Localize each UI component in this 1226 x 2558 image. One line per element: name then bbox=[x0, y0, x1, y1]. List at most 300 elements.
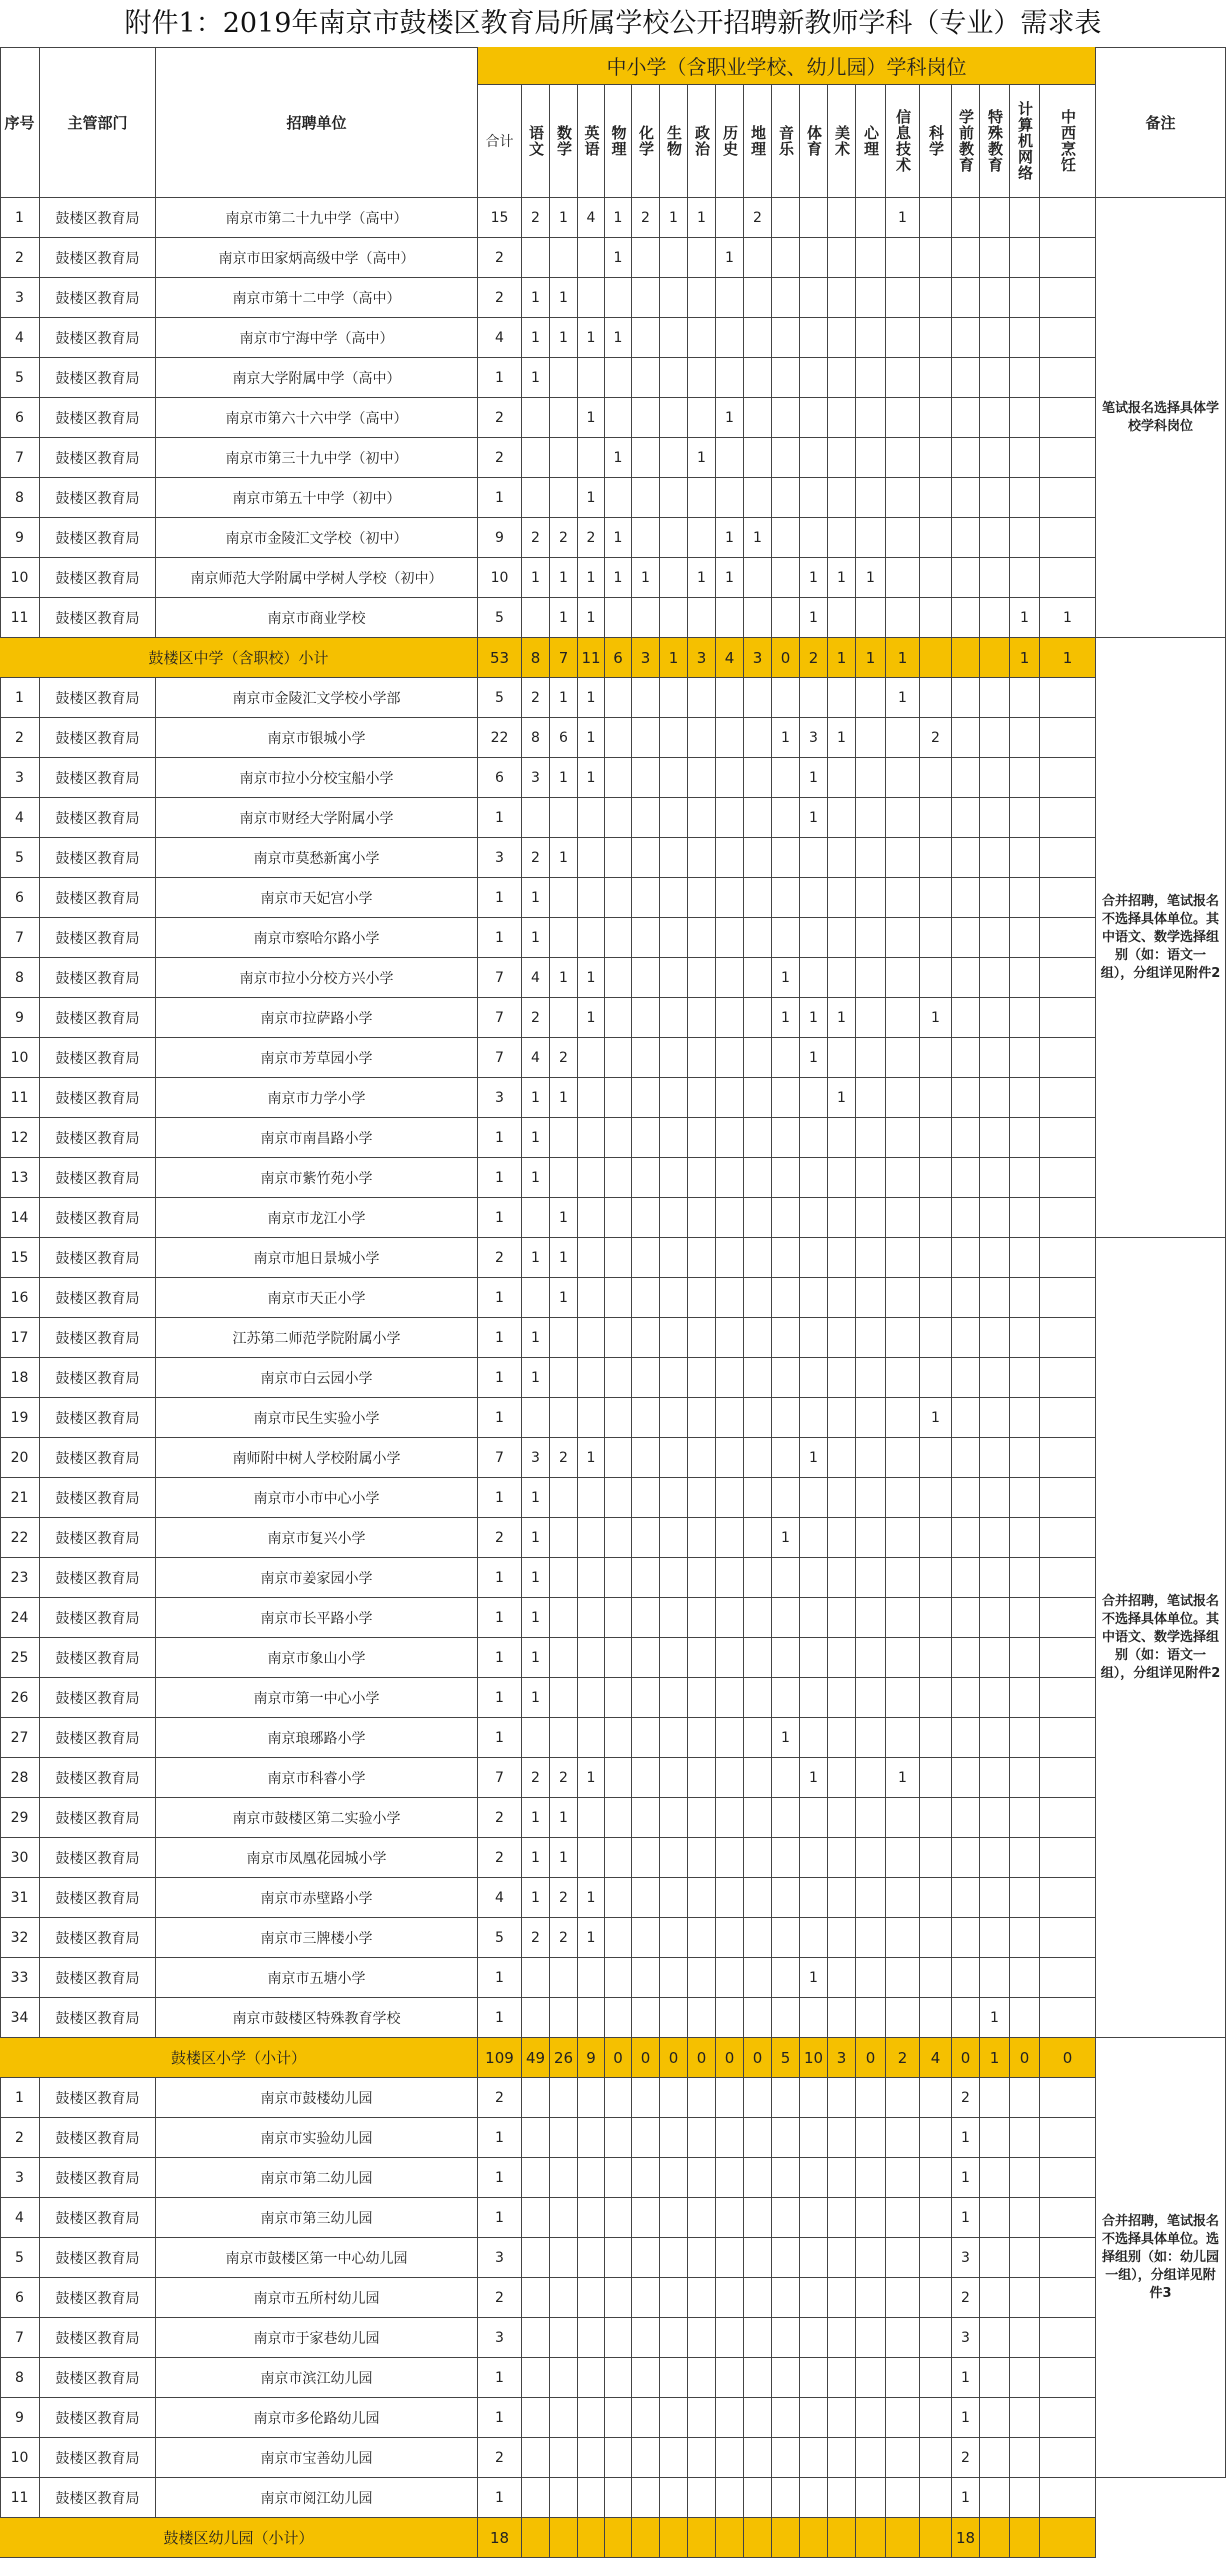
row-value bbox=[920, 918, 952, 958]
row-value bbox=[856, 838, 886, 878]
row-total: 4 bbox=[478, 1878, 522, 1918]
row-value bbox=[1040, 1518, 1096, 1558]
row-value bbox=[660, 958, 688, 998]
row-value bbox=[952, 1878, 980, 1918]
row-value bbox=[800, 1918, 828, 1958]
row-value bbox=[952, 1278, 980, 1318]
row-total: 1 bbox=[478, 2118, 522, 2158]
row-value bbox=[744, 838, 772, 878]
row-value bbox=[716, 1758, 744, 1798]
row-total: 1 bbox=[478, 358, 522, 398]
row-value bbox=[578, 1838, 605, 1878]
row-value bbox=[952, 558, 980, 598]
row-value bbox=[1010, 2158, 1040, 2198]
row-value bbox=[688, 1878, 716, 1918]
row-value bbox=[952, 318, 980, 358]
row-value bbox=[828, 1198, 856, 1238]
row-dept: 鼓楼区教育局 bbox=[40, 1478, 156, 1518]
row-value bbox=[856, 438, 886, 478]
row-value bbox=[886, 1518, 920, 1558]
row-value bbox=[1010, 278, 1040, 318]
row-dept: 鼓楼区教育局 bbox=[40, 1638, 156, 1678]
row-total: 3 bbox=[478, 1078, 522, 1118]
row-value: 2 bbox=[522, 838, 550, 878]
row-unit: 南京市民生实验小学 bbox=[156, 1398, 478, 1438]
row-value: 1 bbox=[800, 598, 828, 638]
row-value bbox=[688, 1958, 716, 1998]
row-value bbox=[886, 1198, 920, 1238]
subtotal-value: 6 bbox=[605, 638, 632, 678]
row-value bbox=[980, 2438, 1010, 2478]
row-value bbox=[856, 878, 886, 918]
row-value: 2 bbox=[550, 1038, 578, 1078]
row-value bbox=[522, 1398, 550, 1438]
row-value bbox=[660, 1718, 688, 1758]
header-subject-10: 音乐 bbox=[772, 85, 800, 198]
row-value bbox=[522, 2078, 550, 2118]
row-value bbox=[856, 2198, 886, 2238]
row-value bbox=[632, 798, 660, 838]
row-seq: 17 bbox=[0, 1318, 40, 1358]
row-value bbox=[688, 758, 716, 798]
row-value: 1 bbox=[716, 558, 744, 598]
row-total: 9 bbox=[478, 518, 522, 558]
row-value: 2 bbox=[522, 1918, 550, 1958]
row-value: 1 bbox=[886, 1758, 920, 1798]
row-value bbox=[886, 718, 920, 758]
row-value bbox=[980, 318, 1010, 358]
row-value: 1 bbox=[800, 1758, 828, 1798]
row-value: 1 bbox=[522, 558, 550, 598]
row-unit: 南京市第五十中学（初中） bbox=[156, 478, 478, 518]
row-value: 1 bbox=[522, 1518, 550, 1558]
row-value bbox=[1040, 958, 1096, 998]
row-value bbox=[578, 1078, 605, 1118]
header-subject-2: 数学 bbox=[550, 85, 578, 198]
row-value bbox=[772, 2078, 800, 2118]
row-value bbox=[772, 2438, 800, 2478]
row-value: 4 bbox=[522, 1038, 550, 1078]
row-value bbox=[800, 2478, 828, 2518]
row-value bbox=[660, 1958, 688, 1998]
row-value bbox=[1010, 2078, 1040, 2118]
subtotal-value: 0 bbox=[772, 638, 800, 678]
row-value bbox=[828, 598, 856, 638]
row-seq: 4 bbox=[0, 318, 40, 358]
row-value bbox=[800, 678, 828, 718]
row-value bbox=[688, 1718, 716, 1758]
row-value bbox=[660, 1638, 688, 1678]
row-value: 1 bbox=[550, 1238, 578, 1278]
row-value bbox=[920, 958, 952, 998]
row-value bbox=[952, 1918, 980, 1958]
row-value bbox=[1010, 678, 1040, 718]
row-value bbox=[952, 678, 980, 718]
row-value bbox=[1040, 1558, 1096, 1598]
row-value bbox=[952, 1598, 980, 1638]
row-value bbox=[688, 1998, 716, 2038]
row-value bbox=[1040, 318, 1096, 358]
header-subject-15: 科学 bbox=[920, 85, 952, 198]
header-subject-13: 心理 bbox=[856, 85, 886, 198]
row-value bbox=[1040, 2078, 1096, 2118]
row-value: 1 bbox=[952, 2158, 980, 2198]
row-seq: 3 bbox=[0, 278, 40, 318]
subtotal-value: 0 bbox=[632, 2038, 660, 2078]
header-subject-17: 特殊教育 bbox=[980, 85, 1010, 198]
row-unit: 南京市旭日景城小学 bbox=[156, 1238, 478, 1278]
row-value bbox=[886, 1958, 920, 1998]
row-value bbox=[800, 2078, 828, 2118]
row-value bbox=[605, 2118, 632, 2158]
row-value bbox=[980, 1038, 1010, 1078]
row-value: 1 bbox=[522, 278, 550, 318]
row-value bbox=[1040, 718, 1096, 758]
row-value bbox=[800, 478, 828, 518]
row-value bbox=[952, 1158, 980, 1198]
row-value bbox=[800, 2198, 828, 2238]
row-value bbox=[1040, 798, 1096, 838]
row-dept: 鼓楼区教育局 bbox=[40, 1518, 156, 1558]
row-value bbox=[744, 2198, 772, 2238]
row-value bbox=[800, 2318, 828, 2358]
row-value bbox=[688, 1798, 716, 1838]
row-value bbox=[744, 998, 772, 1038]
row-value: 1 bbox=[550, 958, 578, 998]
row-dept: 鼓楼区教育局 bbox=[40, 398, 156, 438]
row-value bbox=[688, 2358, 716, 2398]
subtotal-value bbox=[772, 2518, 800, 2558]
row-value: 3 bbox=[800, 718, 828, 758]
row-value bbox=[980, 918, 1010, 958]
row-value bbox=[1010, 878, 1040, 918]
row-value bbox=[856, 518, 886, 558]
subtotal-value bbox=[886, 2518, 920, 2558]
row-value bbox=[688, 1518, 716, 1558]
row-value bbox=[688, 998, 716, 1038]
row-value: 1 bbox=[522, 1878, 550, 1918]
row-value bbox=[716, 278, 744, 318]
row-value bbox=[578, 1478, 605, 1518]
row-dept: 鼓楼区教育局 bbox=[40, 1558, 156, 1598]
row-value bbox=[632, 2318, 660, 2358]
row-value bbox=[605, 278, 632, 318]
row-value bbox=[688, 838, 716, 878]
row-value bbox=[744, 758, 772, 798]
row-value bbox=[1010, 518, 1040, 558]
row-value bbox=[952, 1358, 980, 1398]
row-total: 1 bbox=[478, 1398, 522, 1438]
row-value bbox=[772, 1158, 800, 1198]
row-value bbox=[660, 1558, 688, 1598]
row-value bbox=[660, 2358, 688, 2398]
row-value bbox=[980, 2118, 1010, 2158]
row-value bbox=[800, 398, 828, 438]
row-value bbox=[772, 1038, 800, 1078]
row-value bbox=[744, 1878, 772, 1918]
row-value bbox=[772, 1078, 800, 1118]
row-value bbox=[952, 1078, 980, 1118]
row-value bbox=[980, 1678, 1010, 1718]
row-value bbox=[828, 2318, 856, 2358]
row-value bbox=[920, 1478, 952, 1518]
row-value bbox=[856, 1838, 886, 1878]
row-seq: 1 bbox=[0, 678, 40, 718]
row-value bbox=[578, 2078, 605, 2118]
row-value bbox=[632, 1478, 660, 1518]
row-value bbox=[886, 2118, 920, 2158]
row-value bbox=[856, 2318, 886, 2358]
row-value bbox=[886, 558, 920, 598]
subtotal-value: 11 bbox=[578, 638, 605, 678]
row-value bbox=[632, 838, 660, 878]
row-value bbox=[605, 478, 632, 518]
row-value bbox=[886, 1038, 920, 1078]
row-seq: 31 bbox=[0, 1878, 40, 1918]
row-value bbox=[1010, 998, 1040, 1038]
row-value bbox=[688, 798, 716, 838]
row-total: 2 bbox=[478, 1238, 522, 1278]
row-value bbox=[660, 358, 688, 398]
header-subject-5: 化学 bbox=[632, 85, 660, 198]
row-value bbox=[632, 1918, 660, 1958]
row-value: 1 bbox=[744, 518, 772, 558]
row-unit: 南京市银城小学 bbox=[156, 718, 478, 758]
row-dept: 鼓楼区教育局 bbox=[40, 1838, 156, 1878]
row-value bbox=[660, 1798, 688, 1838]
row-value bbox=[952, 718, 980, 758]
row-value bbox=[980, 1438, 1010, 1478]
subtotal-value: 2 bbox=[800, 638, 828, 678]
row-value bbox=[980, 398, 1010, 438]
row-value bbox=[716, 2118, 744, 2158]
row-value bbox=[856, 1558, 886, 1598]
row-value: 1 bbox=[605, 438, 632, 478]
row-value bbox=[856, 1718, 886, 1758]
row-total: 1 bbox=[478, 918, 522, 958]
row-value bbox=[800, 318, 828, 358]
row-value bbox=[800, 2118, 828, 2158]
row-value bbox=[1010, 2438, 1040, 2478]
row-seq: 9 bbox=[0, 998, 40, 1038]
row-value bbox=[800, 438, 828, 478]
row-value bbox=[632, 1078, 660, 1118]
row-value bbox=[688, 2278, 716, 2318]
row-value bbox=[605, 598, 632, 638]
row-value bbox=[744, 238, 772, 278]
row-value: 1 bbox=[522, 878, 550, 918]
row-value bbox=[605, 2278, 632, 2318]
subtotal-value bbox=[744, 2518, 772, 2558]
row-value bbox=[550, 2478, 578, 2518]
row-value bbox=[660, 798, 688, 838]
header-subject-6: 生物 bbox=[660, 85, 688, 198]
row-seq: 5 bbox=[0, 2238, 40, 2278]
row-dept: 鼓楼区教育局 bbox=[40, 598, 156, 638]
row-value bbox=[952, 878, 980, 918]
row-value bbox=[550, 1398, 578, 1438]
subtotal-value: 3 bbox=[632, 638, 660, 678]
row-value bbox=[605, 998, 632, 1038]
subtotal-value: 1 bbox=[886, 638, 920, 678]
row-value bbox=[716, 998, 744, 1038]
row-value bbox=[952, 358, 980, 398]
row-value bbox=[605, 2238, 632, 2278]
row-unit: 南京市察哈尔路小学 bbox=[156, 918, 478, 958]
row-value bbox=[1040, 1758, 1096, 1798]
row-total: 1 bbox=[478, 2198, 522, 2238]
row-value bbox=[660, 678, 688, 718]
row-value bbox=[688, 1238, 716, 1278]
row-value: 1 bbox=[578, 718, 605, 758]
row-value bbox=[980, 358, 1010, 398]
row-value bbox=[688, 1678, 716, 1718]
row-value bbox=[1010, 1998, 1040, 2038]
row-value bbox=[660, 2318, 688, 2358]
row-value bbox=[1040, 2278, 1096, 2318]
row-value bbox=[1040, 838, 1096, 878]
row-value bbox=[886, 1838, 920, 1878]
subtotal-value: 1 bbox=[980, 2038, 1010, 2078]
row-value bbox=[800, 2438, 828, 2478]
row-total: 10 bbox=[478, 558, 522, 598]
row-value bbox=[1040, 918, 1096, 958]
row-value bbox=[772, 758, 800, 798]
row-dept: 鼓楼区教育局 bbox=[40, 1238, 156, 1278]
row-value bbox=[1010, 1638, 1040, 1678]
row-value bbox=[856, 1238, 886, 1278]
row-value bbox=[952, 1438, 980, 1478]
row-value: 2 bbox=[550, 1758, 578, 1798]
row-total: 1 bbox=[478, 1718, 522, 1758]
row-value bbox=[716, 2358, 744, 2398]
row-value bbox=[772, 478, 800, 518]
row-total: 4 bbox=[478, 318, 522, 358]
row-value bbox=[550, 798, 578, 838]
row-value: 3 bbox=[952, 2318, 980, 2358]
row-value bbox=[688, 2238, 716, 2278]
row-value: 1 bbox=[605, 518, 632, 558]
row-value: 1 bbox=[772, 998, 800, 1038]
row-value: 1 bbox=[578, 598, 605, 638]
subtotal-value: 0 bbox=[688, 2038, 716, 2078]
row-value bbox=[550, 1558, 578, 1598]
row-value bbox=[744, 798, 772, 838]
row-value bbox=[522, 2438, 550, 2478]
row-value bbox=[660, 2478, 688, 2518]
row-value bbox=[886, 2478, 920, 2518]
row-value bbox=[772, 1998, 800, 2038]
row-seq: 26 bbox=[0, 1678, 40, 1718]
row-value bbox=[828, 358, 856, 398]
row-value: 1 bbox=[522, 358, 550, 398]
row-value: 1 bbox=[856, 558, 886, 598]
subtotal-value: 4 bbox=[716, 638, 744, 678]
row-value bbox=[828, 1838, 856, 1878]
row-dept: 鼓楼区教育局 bbox=[40, 358, 156, 398]
row-value bbox=[550, 2118, 578, 2158]
row-value bbox=[716, 1078, 744, 1118]
row-value bbox=[800, 918, 828, 958]
row-value bbox=[744, 678, 772, 718]
row-value bbox=[886, 1598, 920, 1638]
row-value bbox=[522, 2198, 550, 2238]
row-value bbox=[1040, 238, 1096, 278]
row-value bbox=[688, 1638, 716, 1678]
row-total: 1 bbox=[478, 478, 522, 518]
row-value bbox=[886, 2318, 920, 2358]
row-value bbox=[920, 1198, 952, 1238]
row-value bbox=[632, 718, 660, 758]
row-value bbox=[688, 318, 716, 358]
row-value bbox=[605, 758, 632, 798]
header-subject-band: 中小学（含职业学校、幼儿园）学科岗位 bbox=[478, 47, 1096, 85]
row-value bbox=[716, 1158, 744, 1198]
row-value: 1 bbox=[578, 958, 605, 998]
row-dept: 鼓楼区教育局 bbox=[40, 318, 156, 358]
row-value: 2 bbox=[744, 198, 772, 238]
row-value bbox=[632, 238, 660, 278]
row-value: 1 bbox=[522, 1478, 550, 1518]
row-value bbox=[688, 1278, 716, 1318]
row-value bbox=[980, 198, 1010, 238]
row-value bbox=[578, 2238, 605, 2278]
row-value bbox=[660, 478, 688, 518]
row-value bbox=[1040, 1598, 1096, 1638]
row-seq: 7 bbox=[0, 918, 40, 958]
row-total: 1 bbox=[478, 1358, 522, 1398]
row-value: 1 bbox=[952, 2398, 980, 2438]
row-value bbox=[772, 838, 800, 878]
row-value bbox=[772, 278, 800, 318]
row-value bbox=[660, 1198, 688, 1238]
row-value bbox=[605, 1238, 632, 1278]
row-value bbox=[980, 1478, 1010, 1518]
row-value bbox=[660, 438, 688, 478]
row-value: 1 bbox=[920, 1398, 952, 1438]
row-value bbox=[716, 2198, 744, 2238]
row-value bbox=[578, 438, 605, 478]
row-seq: 34 bbox=[0, 1998, 40, 2038]
row-value bbox=[660, 2158, 688, 2198]
row-value: 1 bbox=[952, 2118, 980, 2158]
row-total: 7 bbox=[478, 1438, 522, 1478]
row-value bbox=[660, 1918, 688, 1958]
row-value bbox=[980, 1558, 1010, 1598]
row-seq: 21 bbox=[0, 1478, 40, 1518]
row-dept: 鼓楼区教育局 bbox=[40, 478, 156, 518]
row-value bbox=[828, 2118, 856, 2158]
row-value bbox=[886, 1358, 920, 1398]
row-value bbox=[550, 1318, 578, 1358]
row-value bbox=[856, 1958, 886, 1998]
row-value bbox=[1040, 2238, 1096, 2278]
row-value bbox=[920, 358, 952, 398]
row-seq: 1 bbox=[0, 198, 40, 238]
row-value: 3 bbox=[952, 2238, 980, 2278]
row-value bbox=[716, 2078, 744, 2118]
row-value bbox=[920, 758, 952, 798]
row-value: 1 bbox=[772, 1518, 800, 1558]
row-value bbox=[952, 1958, 980, 1998]
row-value bbox=[605, 1478, 632, 1518]
row-seq: 13 bbox=[0, 1158, 40, 1198]
row-value bbox=[550, 2358, 578, 2398]
row-value bbox=[980, 2358, 1010, 2398]
row-value bbox=[920, 1718, 952, 1758]
row-seq: 2 bbox=[0, 2118, 40, 2158]
row-value bbox=[800, 198, 828, 238]
